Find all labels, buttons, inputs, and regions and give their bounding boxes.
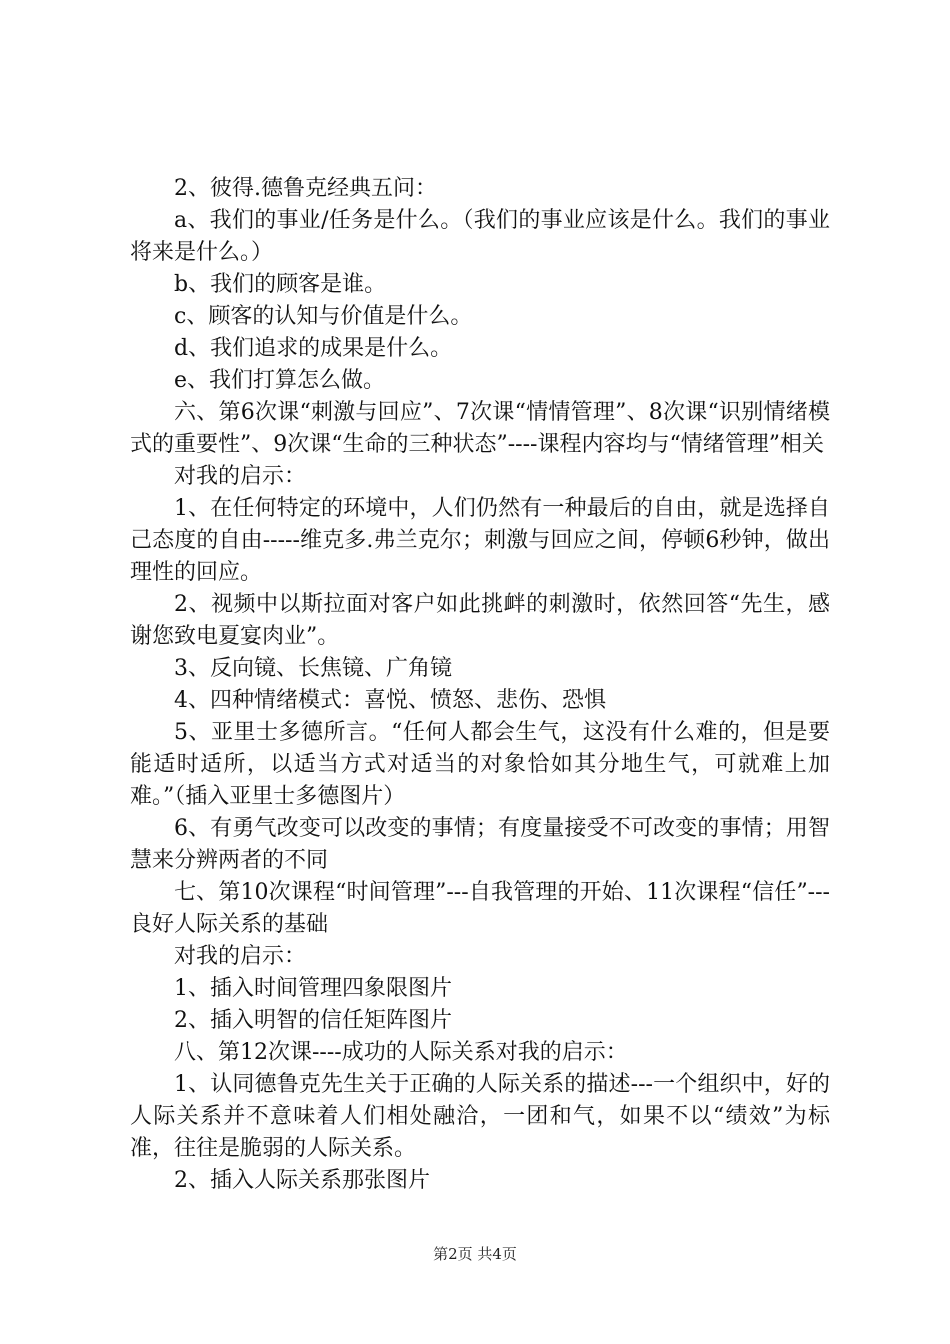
document-body: [130, 173, 830, 1197]
paragraph-relationship-insight-2: 2、插入人际关系那张图片: [174, 1168, 430, 1193]
section-heading-six: 六、第6次课“刺激与回应”、7次课“情情管理”、8次课“识别情绪模式的重要性”、9次课“生命的三种状态”----课程内容均与“情绪管理”相关: [130, 400, 830, 457]
paragraph-insight-6: 6、有勇气改变可以改变的事情；有度量接受不可改变的事情；用智慧来分辨两者的不同: [130, 816, 830, 873]
paragraph-insights-label-2: 对我的启示：: [174, 944, 307, 969]
paragraph-question-c: c、顾客的认知与价值是什么。: [174, 304, 473, 329]
paragraph-relationship-insight-1: 1、认同德鲁克先生关于正确的人际关系的描述---一个组织中，好的人际关系并不意味着人们相处融洽，一团和气，如果不以“绩效”为标准，往往是脆弱的人际关系。: [130, 1072, 830, 1161]
section-heading-eight: 八、第12次课----成功的人际关系对我的启示：: [174, 1040, 628, 1065]
paragraph-insights-label: 对我的启示：: [174, 464, 307, 489]
paragraph-question-b: b、我们的顾客是谁。: [174, 272, 387, 297]
section-heading-seven: 七、第10次课程“时间管理”---自我管理的开始、11次课程“信任”---良好人际关系的基础: [130, 880, 830, 937]
paragraph-insight-5: 5、亚里士多德所言。“任何人都会生气，这没有什么难的，但是要能适时适所，以适当方式对适当的对象恰如其分地生气，可就难上加难。”（插入亚里士多德图片）: [130, 720, 830, 809]
paragraph-question-e: e、我们打算怎么做。: [174, 368, 386, 393]
paragraph-insight-2: 2、视频中以斯拉面对客户如此挑衅的刺激时，依然回答“先生，感谢您致电夏宴肉业”。: [130, 592, 830, 649]
paragraph-time-matrix: 1、插入时间管理四象限图片: [174, 976, 452, 1001]
paragraph-trust-matrix: 2、插入明智的信任矩阵图片: [174, 1008, 452, 1033]
paragraph-insight-1: 1、在任何特定的环境中，人们仍然有一种最后的自由，就是选择自己态度的自由-----维克多.弗兰克尔；刺激与回应之间，停顿6秒钟，做出理性的回应。: [130, 496, 830, 585]
paragraph-question-a: a、我们的事业/任务是什么。（我们的事业应该是什么。我们的事业将来是什么。）: [130, 208, 830, 265]
paragraph-insight-3: 3、反向镜、长焦镜、广角镜: [174, 656, 452, 681]
page-number-footer: 第2页 共4页: [433, 1245, 517, 1263]
paragraph-insight-4: 4、四种情绪模式：喜悦、愤怒、悲伤、恐惧: [174, 688, 606, 713]
paragraph-question-d: d、我们追求的成果是什么。: [174, 336, 453, 361]
paragraph-drucker-five-questions: 2、彼得.德鲁克经典五问：: [174, 176, 437, 201]
